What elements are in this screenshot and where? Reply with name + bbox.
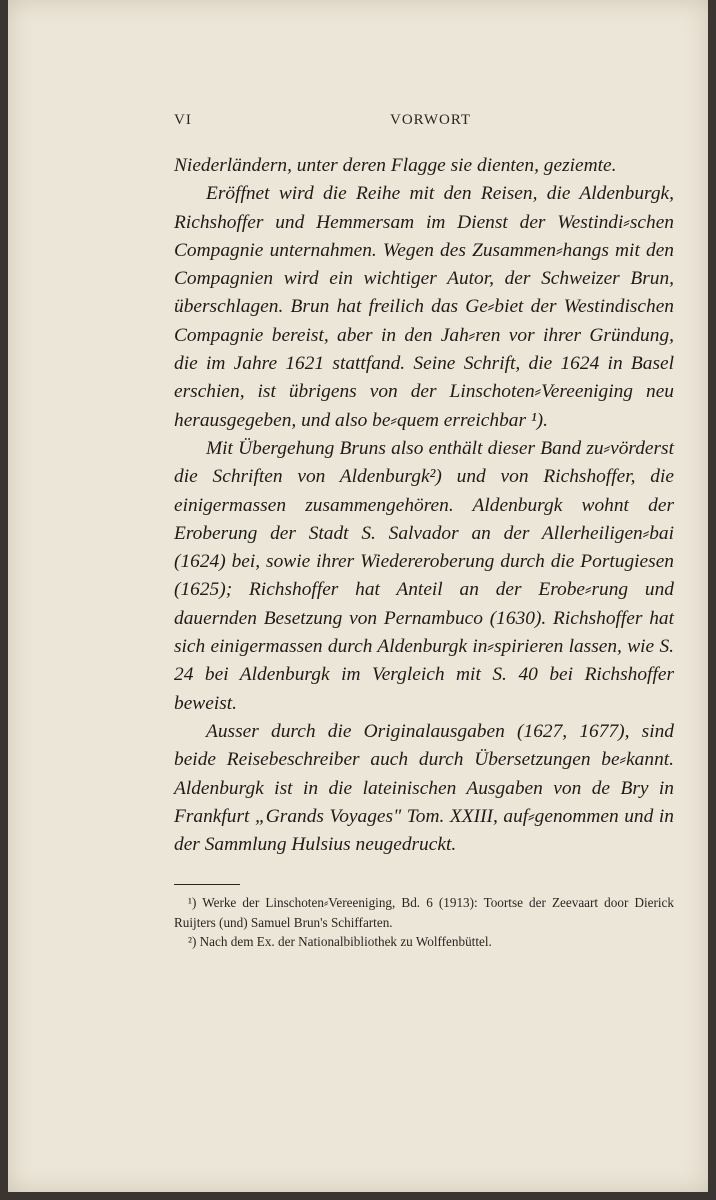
footnotes — [174, 893, 674, 952]
running-head: VORWORT — [390, 112, 472, 128]
book-page — [8, 0, 708, 1192]
page-number: VI — [174, 112, 192, 128]
paragraph: Eröffnet wird die Reihe mit den Reisen, die Aldenburgk, Richshoffer und Hemmersam im Dienst der Westindi⸗schen Compagnie unternahmen. Wegen des Zusammen⸗hangs mit den Compagnien wird ein wichtiger Autor, der Schweizer Brun, überschlagen. Brun hat freilich das Ge⸗biet der Westindischen Compagnie bereist, aber in den Jah⸗ren vor ihrer Gründung, die im Jahre 1621 stattfand. Seine Schrift, die 1624 in Basel erschien, ist übrigens von der Linschoten⸗Vereeniging neu herausgegeben, und also be⸗quem erreichbar ¹). — [174, 183, 674, 431]
footnote-1: ¹) Werke der Linschoten⸗Vereeniging, Bd. 6 (1913): Toortse der Zeevaart door Dierick Ruijters (und) Samuel Brun's Schiffarten. — [174, 895, 674, 930]
footnote-rule — [174, 884, 240, 885]
body-text — [174, 152, 674, 859]
paragraph-continuation: Niederländern, unter deren Flagge sie dienten, geziemte. — [174, 155, 617, 176]
page-header — [174, 112, 674, 132]
paragraph: Ausser durch die Originalausgaben (1627, 1677), sind beide Reisebeschreiber auch durch Übersetzungen be⸗kannt. Aldenburgk ist in die lateinischen Ausgaben von de Bry in Frankfurt „Grands Voyages" Tom. XXIII, auf⸗genommen und in der Sammlung Hulsius neugedruckt. — [174, 720, 674, 856]
paragraph: Mit Übergehung Bruns also enthält dieser Band zu⸗vörderst die Schriften von Aldenburgk²) und von Richshoffer, die einigermassen zusammengehören. Aldenburgk wohnt der Eroberung der Stadt S. Salvador an der Allerheiligen⸗bai (1624) bei, sowie ihrer Wiedereroberung durch die Portugiesen (1625); Richshoffer hat Anteil an der Erobe⸗rung und dauernden Besetzung von Pernambuco (1630). Richshoffer hat sich einigermassen durch Aldenburgk in⸗spirieren lassen, wie S. 24 bei Aldenburgk im Vergleich mit S. 40 bei Richshoffer beweist. — [174, 437, 674, 714]
footnote-2: ²) Nach dem Ex. der Nationalbibliothek zu Wolffenbüttel. — [188, 934, 492, 949]
